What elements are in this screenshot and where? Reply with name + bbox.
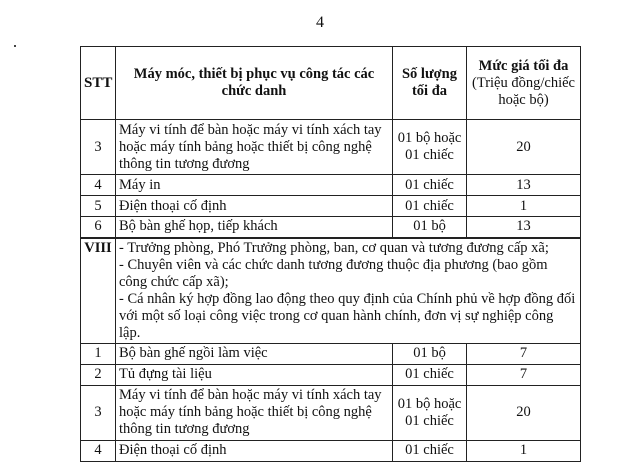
row-qty: 01 bộ hoặc 01 chiếc (393, 120, 467, 175)
table-row (81, 385, 581, 440)
row-price: 1 (467, 196, 581, 217)
table-row (81, 196, 581, 217)
row-price: 7 (467, 343, 581, 364)
row-price: 7 (467, 364, 581, 385)
row-item: Tủ đựng tài liệu (116, 364, 393, 385)
row-stt: 6 (81, 217, 116, 238)
header-item: Máy móc, thiết bị phục vụ công tác các chức danh (116, 47, 393, 120)
row-item: Máy vi tính để bàn hoặc máy vi tính xách tay hoặc máy tính bảng hoặc thiết bị công nghệ thông tin tương đương (116, 385, 393, 440)
row-qty: 01 chiếc (393, 175, 467, 196)
row-item: Bộ bàn ghế ngồi làm việc (116, 343, 393, 364)
row-qty: 01 bộ (393, 343, 467, 364)
row-item: Điện thoại cố định (116, 440, 393, 461)
row-item: Điện thoại cố định (116, 196, 393, 217)
table-row (81, 120, 581, 175)
header-row (81, 47, 581, 120)
row-qty: 01 bộ (393, 217, 467, 238)
group-description (116, 238, 581, 344)
row-stt: 2 (81, 364, 116, 385)
row-qty: 01 bộ hoặc 01 chiếc (393, 385, 467, 440)
row-qty: 01 chiếc (393, 364, 467, 385)
group-row (81, 238, 581, 344)
row-stt: 4 (81, 440, 116, 461)
table-row (81, 217, 581, 238)
table-row (81, 364, 581, 385)
header-qty: Số lượng tối đa (393, 47, 467, 120)
group-line: - Cá nhân ký hợp đồng lao động theo quy định của Chính phủ về hợp đồng đối với một số loại công việc trong cơ quan hành chính, đơn vị sự nghiệp công lập. (119, 290, 576, 341)
row-stt: 3 (81, 120, 116, 175)
row-stt: 5 (81, 196, 116, 217)
row-qty: 01 chiếc (393, 440, 467, 461)
header-price-unit: (Triệu đồng/chiếc hoặc bộ) (472, 74, 575, 108)
row-stt: 3 (81, 385, 116, 440)
row-item: Máy in (116, 175, 393, 196)
row-price: 1 (467, 440, 581, 461)
row-stt: 4 (81, 175, 116, 196)
row-price: 13 (467, 175, 581, 196)
group-line: - Chuyên viên và các chức danh tương đương thuộc địa phương (bao gồm công chức cấp xã); (119, 256, 548, 290)
header-price (467, 47, 581, 120)
scan-speck (14, 45, 16, 47)
table-row (81, 343, 581, 364)
row-qty: 01 chiếc (393, 196, 467, 217)
row-item: Máy vi tính để bàn hoặc máy vi tính xách tay hoặc máy tính bảng hoặc thiết bị công nghệ thông tin tương đương (116, 120, 393, 175)
page-number: 4 (316, 14, 324, 31)
row-price: 13 (467, 217, 581, 238)
row-price: 20 (467, 385, 581, 440)
row-stt: 1 (81, 343, 116, 364)
row-price: 20 (467, 120, 581, 175)
equipment-table (80, 46, 581, 462)
header-stt: STT (81, 47, 116, 120)
table-row (81, 175, 581, 196)
row-item: Bộ bàn ghế họp, tiếp khách (116, 217, 393, 238)
header-price-title: Mức giá tối đa (478, 57, 569, 74)
group-line: - Trưởng phòng, Phó Trưởng phòng, ban, cơ quan và tương đương cấp xã; (119, 239, 549, 256)
group-roman: VIII (81, 238, 116, 344)
